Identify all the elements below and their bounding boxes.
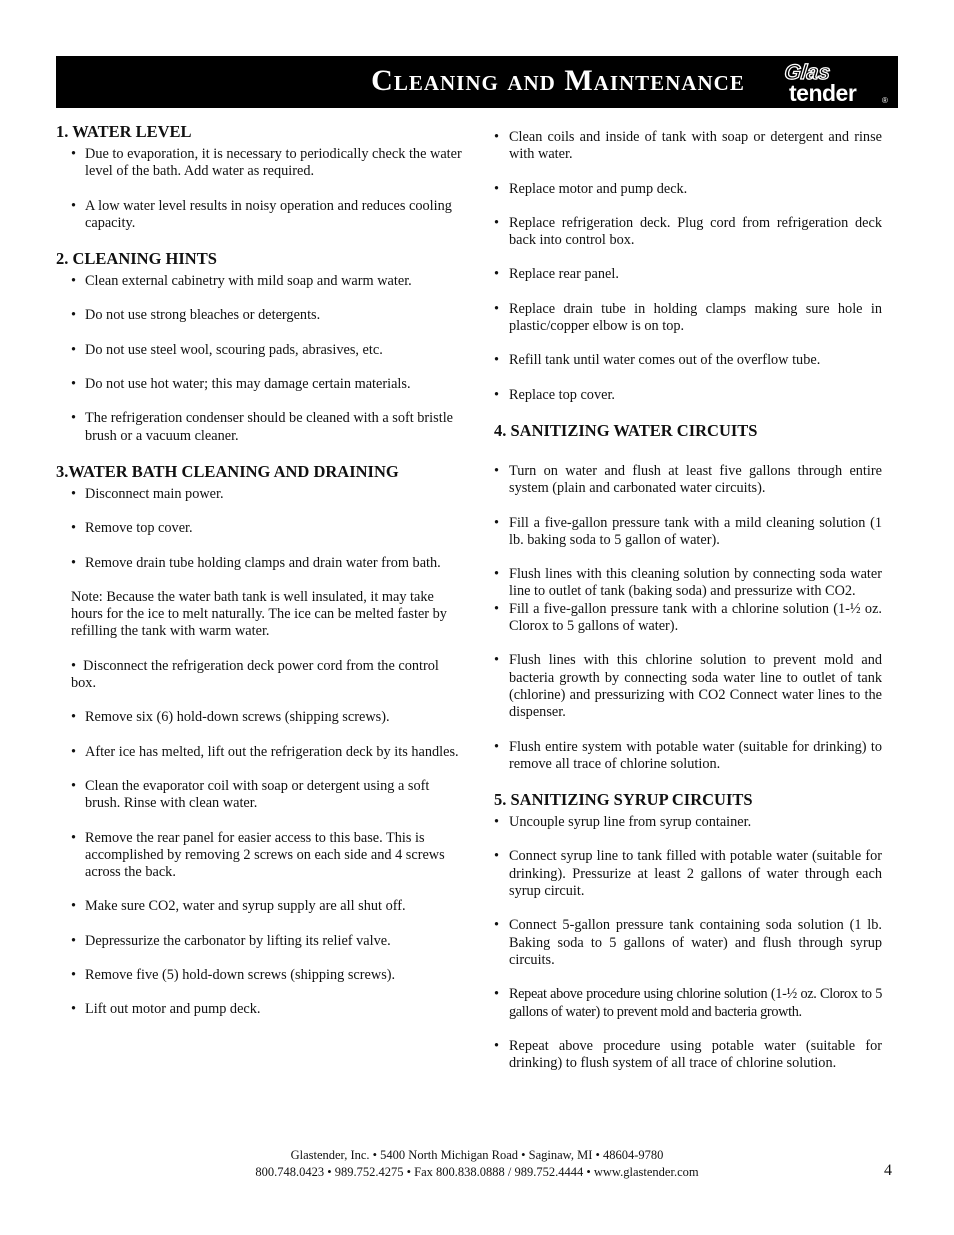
list-item (56, 555, 466, 572)
bullet-dot: • (494, 214, 500, 231)
logo-text-top: Glas (783, 61, 832, 84)
list-item (494, 917, 882, 969)
glastender-logo (783, 59, 893, 105)
list-item (494, 566, 882, 601)
bullet-dot: • (71, 520, 77, 537)
list-item (56, 342, 466, 359)
list-item (494, 387, 882, 404)
bullet-dot: • (71, 410, 77, 427)
list-item-text: Do not use hot water; this may damage certain materials. (85, 376, 411, 393)
list-item-text: Replace drain tube in holding clamps making sure hole in plastic/copper elbow is on top. (509, 300, 882, 335)
list-item-text: Do not use steel wool, scouring pads, abrasives, etc. (85, 341, 383, 358)
list-item-text: Flush lines with this cleaning solution by connecting soda water line to outlet of tank (baking soda) and pressurize with CO2. (509, 566, 882, 600)
list-item-text: A low water level results in noisy operation and reduces cooling capacity. (85, 197, 452, 231)
list-item (494, 266, 882, 283)
list-item-text: Make sure CO2, water and syrup supply are all shut off. (85, 898, 406, 915)
bullet-dot: • (494, 600, 500, 617)
right-column (494, 129, 882, 1089)
footer-address: Glastender, Inc. • 5400 North Michigan Road • Saginaw, MI • 48604-9780 (290, 1148, 664, 1162)
list-item-text: Clean the evaporator coil with soap or detergent using a soft brush. Rinse with clean water. (85, 777, 430, 812)
bullet-dot: • (494, 352, 500, 369)
disconnect-text: Disconnect the refrigeration deck power cord from the control box. (71, 657, 439, 692)
list-item (494, 1038, 882, 1073)
bullet-dot: • (494, 386, 500, 403)
bullet-dot: • (71, 657, 77, 674)
list-item-text: Remove five (5) hold-down screws (shipping screws). (85, 967, 396, 984)
header-bar (56, 56, 898, 108)
list-item-text: Depressurize the carbonator by lifting its relief valve. (85, 932, 391, 949)
list-item-text: Remove top cover. (85, 520, 193, 537)
list-item (56, 898, 466, 915)
bullet-dot: • (71, 709, 77, 726)
bullet-dot: • (494, 180, 500, 197)
bullet-dot: • (71, 273, 77, 290)
bullet-dot: • (494, 300, 500, 317)
list-item (56, 744, 506, 761)
note-paragraph: Note: Because the water bath tank is well insulated, it may take hours for the ice to melt naturally. The ice can be melted faster by refilling the tank with warm water. (71, 588, 447, 640)
disconnect-paragraph (56, 658, 466, 693)
list-item-text: Lift out motor and pump deck. (85, 1001, 261, 1018)
logo-registered-mark: ® (882, 96, 888, 105)
list-item (56, 933, 466, 950)
bullet-dot: • (494, 652, 500, 669)
list-item-text: Uncouple syrup line from syrup container. (509, 814, 752, 831)
bullet-dot: • (71, 932, 77, 949)
left-column (56, 122, 466, 1036)
list-item-text: Remove six (6) hold-down screws (shipping screws). (85, 709, 390, 726)
bullet-dot: • (494, 848, 500, 865)
list-item (56, 307, 466, 324)
list-item-text: Remove the rear panel for easier access to this base. This is accomplished by removing 2 screws on each side and 4 screws across the back. (85, 829, 445, 881)
page-title: Cleaning and Maintenance (371, 64, 745, 97)
bullet-dot: • (71, 307, 77, 324)
list-item-text: Replace rear panel. (509, 266, 619, 283)
footer (0, 1147, 954, 1181)
list-item (56, 830, 466, 882)
list-item (494, 739, 882, 774)
list-item (494, 352, 882, 369)
section-heading-syrup-circuits: 5. SANITIZING SYRUP CIRCUITS (494, 790, 753, 810)
list-item-text: Clean external cabinetry with mild soap and warm water. (85, 273, 412, 290)
list-item-text: Disconnect main power. (85, 485, 224, 502)
bullet-dot: • (71, 967, 77, 984)
list-item-text: Replace motor and pump deck. (509, 180, 688, 197)
bullet-dot: • (71, 376, 77, 393)
bullet-dot: • (71, 341, 77, 358)
list-item (494, 814, 882, 831)
bullet-dot: • (494, 738, 500, 755)
list-item (494, 215, 882, 250)
list-item-text: Connect 5-gallon pressure tank containing soda solution (1 lb. Baking soda to 5 gallons of water) and flush through syrup circuits. (509, 917, 882, 968)
list-item-text: Fill a five-gallon pressure tank with a chlorine solution (1-½ oz. Clorox to 5 gallons of water). (509, 600, 882, 635)
bullet-dot: • (71, 898, 77, 915)
list-item-text: Do not use strong bleaches or detergents. (85, 307, 321, 324)
list-item-text: Flush entire system with potable water (suitable for drinking) to remove all trace of chlorine solution. (509, 738, 882, 772)
list-item-text: Replace refrigeration deck. Plug cord from refrigeration deck back into control box. (509, 214, 882, 249)
list-item-text: Repeat above procedure using potable water (suitable for drinking) to flush system of all trace of chlorine solution. (509, 1037, 882, 1072)
list-item (494, 601, 882, 636)
list-item (56, 1001, 466, 1018)
bullet-dot: • (494, 462, 500, 479)
list-item (494, 652, 882, 721)
bullet-dot: • (494, 566, 500, 583)
list-item-text: Repeat above procedure using chlorine solution (1-½ oz. Clorox to 5 gallons of water) to prevent mold and bacteria growth. (509, 986, 882, 1020)
list-item (56, 967, 466, 984)
bullet-dot: • (494, 514, 500, 531)
bullet-dot: • (494, 814, 500, 831)
list-item-text: Flush lines with this chlorine solution to prevent mold and bacteria growth by connecting soda water line to outlet of tank (chlorine) and pressurizing with CO2 Connect water lines to the dispenser. (509, 652, 882, 721)
list-item (56, 486, 466, 503)
list-item (494, 129, 882, 164)
bullet-dot: • (71, 777, 77, 794)
bullet-dot: • (71, 1001, 77, 1018)
list-item-text: Turn on water and flush at least five gallons through entire system (plain and carbonated water circuits). (509, 462, 882, 497)
list-item (56, 709, 466, 726)
list-item (56, 520, 466, 537)
section-heading-water-circuits: 4. SANITIZING WATER CIRCUITS (494, 420, 758, 440)
bullet-dot: • (71, 829, 77, 846)
list-item-text: Clean coils and inside of tank with soap or detergent and rinse with water. (509, 129, 882, 163)
logo-text-bottom: tender (789, 80, 857, 105)
list-item (494, 301, 882, 336)
list-item (494, 463, 882, 498)
section-heading-water-bath: 3.WATER BATH CLEANING AND DRAINING (56, 461, 399, 481)
bullet-dot: • (71, 197, 77, 214)
section-heading-water-level: 1. WATER LEVEL (56, 122, 192, 141)
bullet-dot: • (494, 129, 500, 145)
list-item (494, 848, 882, 900)
list-item (56, 146, 466, 181)
list-item (56, 198, 466, 233)
section-heading-cleaning-hints: 2. CLEANING HINTS (56, 249, 217, 269)
bullet-dot: • (494, 266, 500, 283)
list-item-text: Connect syrup line to tank filled with potable water (suitable for drinking). Pressurize at least 2 gallons of water through each syrup circuit. (509, 848, 882, 900)
bullet-dot: • (71, 485, 77, 502)
footer-contact: 800.748.0423 • 989.752.4275 • Fax 800.838.0888 / 989.752.4444 • www.glastender.com (255, 1165, 699, 1179)
list-item-text: The refrigeration condenser should be cleaned with a soft bristle brush or a vacuum cleaner. (85, 410, 454, 444)
bullet-dot: • (494, 986, 499, 1003)
list-item-text: Refill tank until water comes out of the overflow tube. (509, 352, 821, 369)
bullet-dot: • (494, 917, 500, 934)
list-item (56, 376, 466, 393)
bullet-dot: • (71, 146, 77, 162)
list-item (494, 515, 882, 550)
list-item (56, 778, 466, 813)
bullet-dot: • (71, 554, 77, 571)
bullet-dot: • (71, 743, 77, 760)
list-item (56, 410, 466, 445)
list-item-text: Remove drain tube holding clamps and drain water from bath. (85, 554, 441, 571)
list-item-text: After ice has melted, lift out the refrigeration deck by its handles. (85, 743, 459, 760)
list-item-text: Replace top cover. (509, 386, 615, 403)
bullet-dot: • (494, 1037, 500, 1054)
page-number: 4 (884, 1162, 892, 1179)
list-item (494, 986, 882, 1021)
list-item (494, 181, 882, 198)
list-item-text: Fill a five-gallon pressure tank with a mild cleaning solution (1 lb. baking soda to 5 gallon of water). (509, 514, 882, 548)
list-item-text: Due to evaporation, it is necessary to periodically check the water level of the bath. Add water as required. (85, 146, 462, 180)
list-item (56, 273, 466, 290)
